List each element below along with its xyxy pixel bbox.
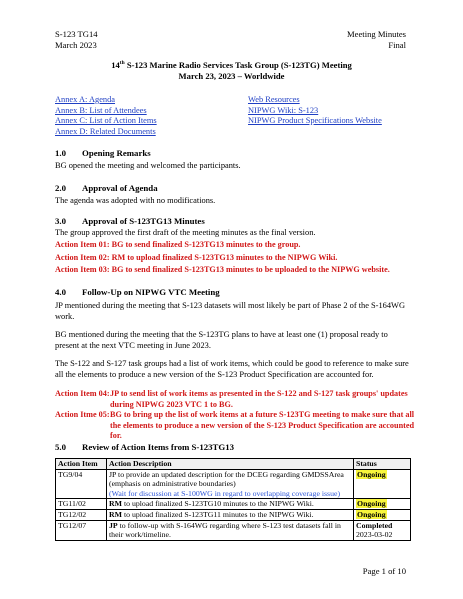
header-status: Final <box>388 40 406 50</box>
section-title: Approval of Agenda <box>82 183 158 193</box>
nipwg-wiki-link[interactable]: NIPWG Wiki: S-123 <box>248 105 319 115</box>
annex-a-link[interactable]: Annex A: Agenda <box>55 95 116 104</box>
status-date: 2023-03-02 <box>356 530 393 540</box>
action-description-cell <box>107 509 354 520</box>
section-number: 5.0 <box>55 442 66 452</box>
status-cell <box>354 509 411 520</box>
action-description-text: to upload finalized S-123TG10 minutes to the NIPWG Wiki. <box>122 499 314 509</box>
section-heading-4 <box>55 287 220 297</box>
action-note: (Wait for discussion at S-100WG in regard to overlapping coverage issue) <box>109 488 341 498</box>
action-item-04-text: JP to send list of work items as presented in the S-122 and S-127 task groups' updates during NIPWG 2023 VTC 1 to BG. <box>110 389 408 409</box>
section-title: Follow-Up on NIPWG VTC Meeting <box>82 287 220 297</box>
action-item-01: Action Item 01: BG to send finalized S-123TG13 minutes to the group. <box>55 240 301 249</box>
action-owner: JP <box>109 520 118 530</box>
annex-c-link[interactable]: Annex C: List of Action Items <box>55 116 157 126</box>
action-item-04 <box>55 389 415 410</box>
title-number: 14 <box>111 59 120 70</box>
table-row <box>56 499 411 510</box>
section-1-body: BG opened the meeting and welcomed the participants. <box>55 161 241 170</box>
section-heading-2 <box>55 183 158 193</box>
section-heading-3 <box>55 216 205 226</box>
header-date: March 2023 <box>55 40 97 50</box>
column-header-status: Status <box>354 459 411 470</box>
web-resources-link[interactable]: Web Resources <box>248 95 300 104</box>
header-left <box>55 29 98 51</box>
section-title: Review of Action Items from S-123TG13 <box>82 442 235 452</box>
status-badge: Ongoing <box>357 469 386 479</box>
section-3-body: The group approved the first draft of the meeting minutes as the final version. <box>55 228 316 237</box>
nipwg-specs-link[interactable]: NIPWG Product Specifications Website <box>248 116 382 126</box>
header-doc-type: Meeting Minutes <box>347 29 406 39</box>
status-badge: Ongoing <box>357 499 386 509</box>
section-number: 1.0 <box>55 148 66 158</box>
action-owner: RM <box>109 499 122 509</box>
section-number: 3.0 <box>55 216 66 226</box>
web-resource-links <box>248 95 382 127</box>
status-completed: Completed <box>356 520 393 530</box>
section-2-body: The agenda was adopted with no modifications. <box>55 196 216 205</box>
action-id-cell: TG11/02 <box>56 499 107 510</box>
action-description-text: to follow-up with S-164WG regarding where S-123 test datasets fall in their work/timeline. <box>109 520 341 540</box>
action-item-03: Action Item 03: BG to send finalized S-123TG13 minutes to be uploaded to the NIPWG website. <box>55 265 390 274</box>
status-badge: Ongoing <box>357 509 386 519</box>
action-item-02: Action Item 02: RM to upload finalized S-123TG13 minutes to the NIPWG Wiki. <box>55 253 338 262</box>
action-description-text: JP to provide an updated description for the DCEG regarding GMDSSArea (emphasis on administrative boundaries) <box>109 469 344 489</box>
action-item-04-label: Action Item 04: <box>55 389 110 398</box>
title-date: March 23, 2023 – Worldwide <box>178 70 285 81</box>
section-heading-5 <box>55 442 234 452</box>
section-4-paragraph-1: JP mentioned during the meeting that S-123 datasets will most likely be part of Phase 2 of the S-164WG work. <box>55 301 405 321</box>
action-id-cell: TG12/07 <box>56 520 107 540</box>
action-items-table <box>55 458 411 541</box>
table-row <box>56 509 411 520</box>
annex-d-link[interactable]: Annex D: Related Documents <box>55 126 156 136</box>
header-right <box>347 29 406 51</box>
section-title: Opening Remarks <box>82 148 151 158</box>
action-id-cell: TG12/02 <box>56 509 107 520</box>
section-title: Approval of S-123TG13 Minutes <box>82 216 205 226</box>
annex-links <box>55 95 157 137</box>
page-number: Page 1 of 10 <box>362 566 406 576</box>
section-number: 4.0 <box>55 287 66 297</box>
column-header-description: Action Description <box>107 459 354 470</box>
status-cell <box>354 520 411 540</box>
action-description-cell <box>107 469 354 499</box>
section-number: 2.0 <box>55 183 66 193</box>
section-4-paragraph-3: The S-122 and S-127 task groups had a list of work items, which could be good to reference to make sure all the elements to produce a new version of the S-123 Product Specification are accounted for. <box>55 359 409 379</box>
annex-b-link[interactable]: Annex B: List of Attendees <box>55 105 147 115</box>
action-id-cell: TG9/04 <box>56 469 107 499</box>
action-item-05-text: BG to bring up the list of work items at a future S-123TG meeting to make sure that all the elements to produce a new version of the S-123 Product Specification are accounted for. <box>110 410 415 441</box>
table-row <box>56 520 411 540</box>
action-owner: RM <box>109 509 122 519</box>
section-heading-1 <box>55 148 151 158</box>
table-row <box>56 469 411 499</box>
action-item-05 <box>55 410 415 442</box>
action-item-05-label: Action Itme 05: <box>55 410 110 419</box>
column-header-action-item: Action Item <box>56 459 107 470</box>
header-doc-id: S-123 TG14 <box>55 29 98 39</box>
title-text: S-123 Marine Radio Services Task Group (S-123TG) Meeting <box>124 59 352 70</box>
document-title <box>0 58 463 82</box>
action-description-text: to upload finalized S-123TG11 minutes to the NIPWG Wiki. <box>122 509 314 519</box>
section-4-paragraph-2: BG mentioned during the meeting that the S-123TG plans to have at least one (1) proposal ready to present at the next VTC meeting in June 2023. <box>55 330 388 350</box>
table-header-row <box>56 459 411 470</box>
action-description-cell <box>107 499 354 510</box>
status-cell <box>354 499 411 510</box>
status-cell <box>354 469 411 499</box>
title-ordinal: th <box>119 60 125 66</box>
action-description-cell <box>107 520 354 540</box>
